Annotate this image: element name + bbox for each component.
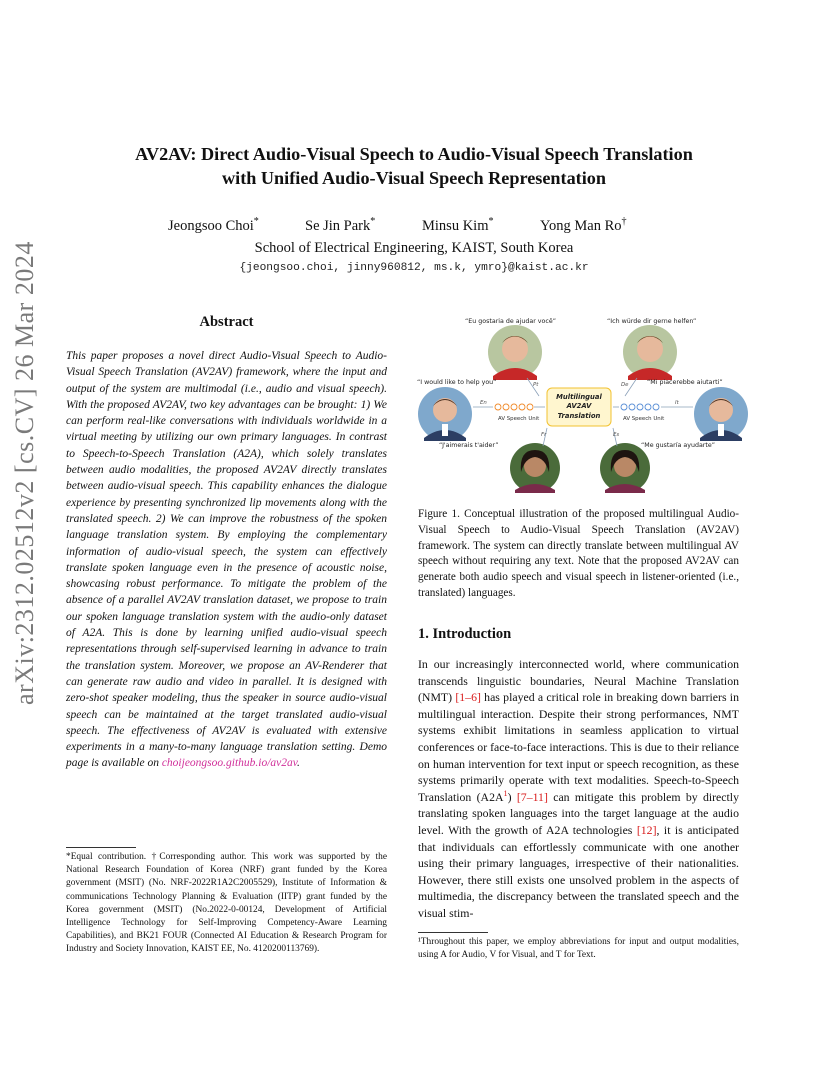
center-label-line-2: AV2AV bbox=[566, 402, 592, 410]
introduction-heading: 1. Introduction bbox=[418, 626, 512, 642]
paper-title bbox=[60, 142, 768, 190]
lang-tag-pt: Pt bbox=[533, 382, 539, 388]
footnote-rule-right bbox=[418, 932, 488, 933]
quote-italian: “Mi piacerebbe aiutarti” bbox=[647, 379, 723, 386]
speaker-avatar-bottom-right bbox=[600, 443, 650, 493]
av-speech-unit-chain-left bbox=[495, 404, 533, 410]
quote-german: “Ich würde dir gerne helfen” bbox=[607, 318, 697, 325]
speaker-avatar-top-right bbox=[623, 325, 677, 380]
author-1: Jeongsoo Choi* bbox=[168, 216, 259, 234]
citation-link[interactable]: [7–11] bbox=[516, 789, 548, 804]
unit-label-left: AV Speech Unit bbox=[498, 416, 540, 422]
demo-page-link[interactable]: choijeongsoo.github.io/av2av bbox=[161, 757, 298, 770]
author-4: Yong Man Ro† bbox=[540, 216, 627, 234]
quote-spanish: “Me gustaría ayudarte” bbox=[641, 442, 715, 449]
footnote-rule bbox=[66, 847, 136, 848]
quote-english: “I would like to help you” bbox=[417, 379, 497, 386]
av-speech-unit-chain-right bbox=[621, 404, 659, 410]
quote-french: “J'aimerais t'aider” bbox=[439, 442, 499, 449]
author-emails: {jeongsoo.choi, jinny960812, ms.k, ymro}@kaist.ac.kr bbox=[239, 262, 589, 274]
title-line-1: AV2AV: Direct Audio-Visual Speech to Audio-Visual Speech Translation bbox=[135, 144, 693, 164]
lang-tag-fr: Fr bbox=[541, 432, 547, 438]
unit-label-right: AV Speech Unit bbox=[623, 416, 665, 422]
author-3: Minsu Kim* bbox=[422, 216, 494, 234]
affiliation: School of Electrical Engineering, KAIST, South Korea bbox=[254, 240, 574, 256]
speaker-avatar-left bbox=[418, 387, 472, 441]
footnote-abbreviations: ¹Throughout this paper, we employ abbreviations for input and output modalities, using A for Audio, V for Visual, and T for Text. bbox=[418, 937, 739, 961]
lang-tag-it: It bbox=[675, 400, 679, 406]
figure-1-illustration bbox=[415, 310, 761, 495]
author-2: Se Jin Park* bbox=[305, 216, 376, 234]
lang-tag-de: De bbox=[621, 382, 629, 388]
arxiv-identifier-stamp: arXiv:2312.02512v2 [cs.CV] 26 Mar 2024 bbox=[10, 241, 39, 705]
speaker-avatar-top-left bbox=[488, 325, 542, 380]
title-line-2: with Unified Audio-Visual Speech Representation bbox=[222, 168, 606, 188]
lang-tag-es: Es bbox=[613, 432, 620, 438]
center-label-line-1: Multilingual bbox=[556, 393, 602, 401]
quote-portuguese: “Eu gostaria de ajudar você” bbox=[465, 318, 556, 325]
footnote-link[interactable]: 1 bbox=[503, 788, 508, 798]
speaker-avatar-bottom-left bbox=[510, 443, 560, 493]
figure-1-caption: Figure 1. Conceptual illustration of the proposed multilingual Audio-Visual Speech to Audio-Visual Speech Translation (AV2AV) framework. The system can directly translate between multilingual AV speech without requiring any text. Note that the proposed AV2AV can generate both audio speech and visual speech in listener-oriented (i.e., translated) languages. bbox=[418, 508, 739, 599]
introduction-paragraph: In our increasingly interconnected world, where communication transcends linguistic boundaries, Neural Machine Translation (NMT) [1–6] has played a critical role in breaking down barriers in multilingual interaction. Despite their strong performances, NMT systems exhibit limitations in seamless application to virtual conferences or face-to-face interactions. This is due to their reliance on human intervention for text input or speech recognition, as these systems primarily operate with text modalities. Speech-to-Speech Translation (A2A$^1$) [7–11] can mitigate this problem by directly translating spoken languages into the target language at the audio level. With the growth of A2A technologies [12], it is anticipated that individuals can effortlessly communicate with one another using their primary languages, irrespective of their nationalities. However, there still exists one unsolved problem in the aspects of multimedia, the discrepancy between the translated speech and the visual stim- bbox=[418, 657, 739, 920]
abstract-heading: Abstract bbox=[199, 314, 254, 330]
citation-link[interactable]: [12] bbox=[636, 822, 657, 837]
lang-tag-en: En bbox=[480, 400, 487, 406]
citation-link[interactable]: [1–6] bbox=[455, 690, 481, 705]
abstract-body: This paper proposes a novel direct Audio-Visual Speech to Audio-Visual Speech Translation (AV2AV) framework, where the input and output of the system are multimodal (i.e., audio and visual speech). With the proposed AV2AV, two key advantages can be brought: 1) We can perform real-like conversations with individuals worldwide in a virtual meeting by utilizing our own primary languages. In contrast to Speech-to-Speech Translation (A2A), which solely translates between audio modalities, the proposed AV2AV directly translates between audio-visual speech. This capability enhances the dialogue experience by presenting synchronized lip movements along with the translated speech. 2) We can improve the robustness of the spoken language translation system. By employing the complementary information of audio-visual speech, the system can effectively translate spoken language even in the presence of acoustic noise, showcasing robust performance. To mitigate the problem of the absence of a parallel AV2AV translation dataset, we propose to train our spoken language translation system with the audio-only dataset of A2A. This is done by learning unified audio-visual speech representations through self-supervised learning in advance to train the translation system. Moreover, we propose an AV-Renderer that can generate raw audio and video in parallel. It is designed with zero-shot speaker modeling, thus the speaker in source audio-visual speech can be maintained at the target translated audio-visual speech. The effectiveness of AV2AV is evaluated with extensive experiments in a many-to-many language translation setting. Demo page is available on choijeongsoo.github.io/av2av. bbox=[66, 350, 387, 770]
center-label-line-3: Translation bbox=[557, 412, 601, 420]
speaker-avatar-right bbox=[694, 387, 748, 441]
footnote-equal-contribution: *Equal contribution. †Corresponding author. This work was supported by the National Research Foundation of Korea (NRF) grant funded by the Korea government (MSIT) (No. NRF-2022R1A2C2005529), Institute of Information & communications Technology Planning & Evaluation (IITP) grant funded by the Korea government (MSIT) (No.2022-0-00124, Development of Artificial Intelligence Technology for Self-Improving Competency-Aware Learning Capabilities), and BK21 FOUR (Connected AI Education & Research Program for Industry and Society Innovation, KAIST EE, No. 4120200113769). bbox=[66, 852, 387, 955]
